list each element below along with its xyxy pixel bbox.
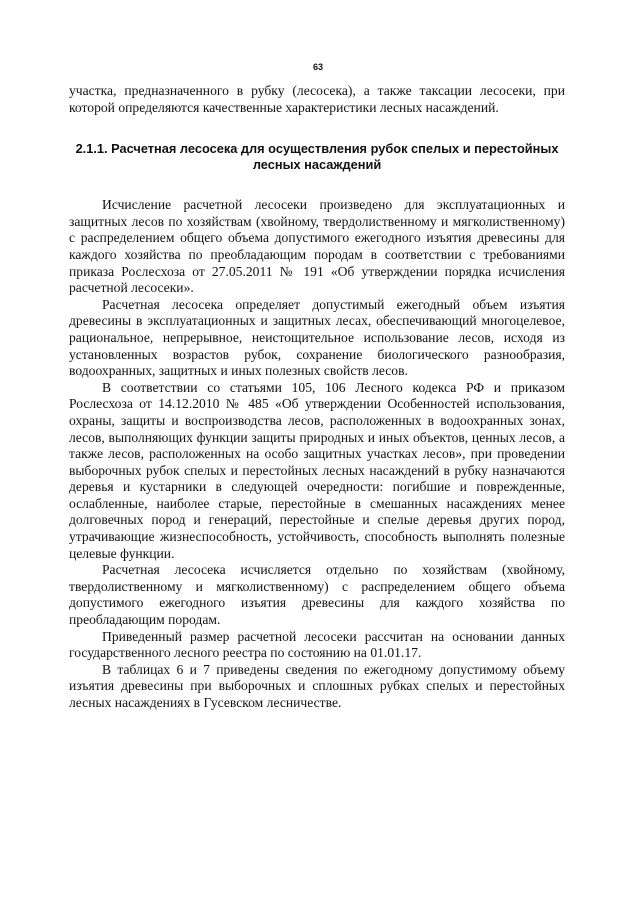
page-number: 63 <box>312 62 323 72</box>
paragraph-4: Расчетная лесосека исчисляется отдельно по хозяйствам (хвойному, твердолиственному и мягколиственному) с распределением общего объема допустимого ежегодного изъятия древесины для каждого хозяйства по преобладающим породам. <box>69 562 565 628</box>
paragraph-1: Исчисление расчетной лесосеки произведено для эксплуатационных и защитных лесов по хозяйствам (хвойному, твердолиственному и мягколиственному) с распределением общего объема допустимого ежегодного изъятия древесины для каждого хозяйства по преобладающим породам в соответствии с требованиями приказа Рослесхоза от 27.05.2011 № 191 «Об утверждении порядка исчисления расчетной лесосеки». <box>69 197 565 296</box>
paragraph-5: Приведенный размер расчетной лесосеки рассчитан на основании данных государственного лесного реестра по состоянию на 01.01.17. <box>69 628 565 661</box>
paragraph-3: В соответствии со статьями 105, 106 Лесного кодекса РФ и приказом Рослесхоза от 14.12.2010 № 485 «Об утверждении Особенностей использования, охраны, защиты и воспроизводства лесов, расположенных в водоохранных зонах, лесов, выполняющих функции защиты природных и иных объектов, ценных лесов, а также лесов, расположенных на особо защитных участках лесов», при проведении выборочных рубок спелых и перестойных лесных насаждений в рубку назначаются деревья и кустарники в следующей очередности: погибшие и поврежденные, ослабленные, наиболее старые, перестойные в смешанных насаждениях менее долговечных пород и генераций, перестойные и спелые деревья других пород, утрачивающие жизнеспособность, устойчивость, способность выполнять полезные целевые функции. <box>69 379 565 561</box>
paragraph-2: Расчетная лесосека определяет допустимый ежегодный объем изъятия древесины в эксплуатационных и защитных лесах, обеспечивающий многоцелевое, рациональное, непрерывное, неистощительное использование лесов, исходя из установленных возрастов рубок, сохранение биологического разнообразия, водоохранных, защитных и иных полезных свойств лесов. <box>69 296 565 379</box>
paragraph-continued: участка, предназначенного в рубку (лесосека), а также таксации лесосеки, при которой определяются качественные характеристики лесных насаждений. <box>69 83 565 115</box>
paragraph-6: В таблицах 6 и 7 приведены сведения по ежегодному допустимому объему изъятия древесины при выборочных и сплошных рубках спелых и перестойных лесных насаждениях в Гусевском лесничестве. <box>69 661 565 710</box>
section-title: 2.1.1. Расчетная лесосека для осуществления рубок спелых и перестойных лесных насаждений <box>75 141 559 173</box>
page-content <box>69 83 565 712</box>
